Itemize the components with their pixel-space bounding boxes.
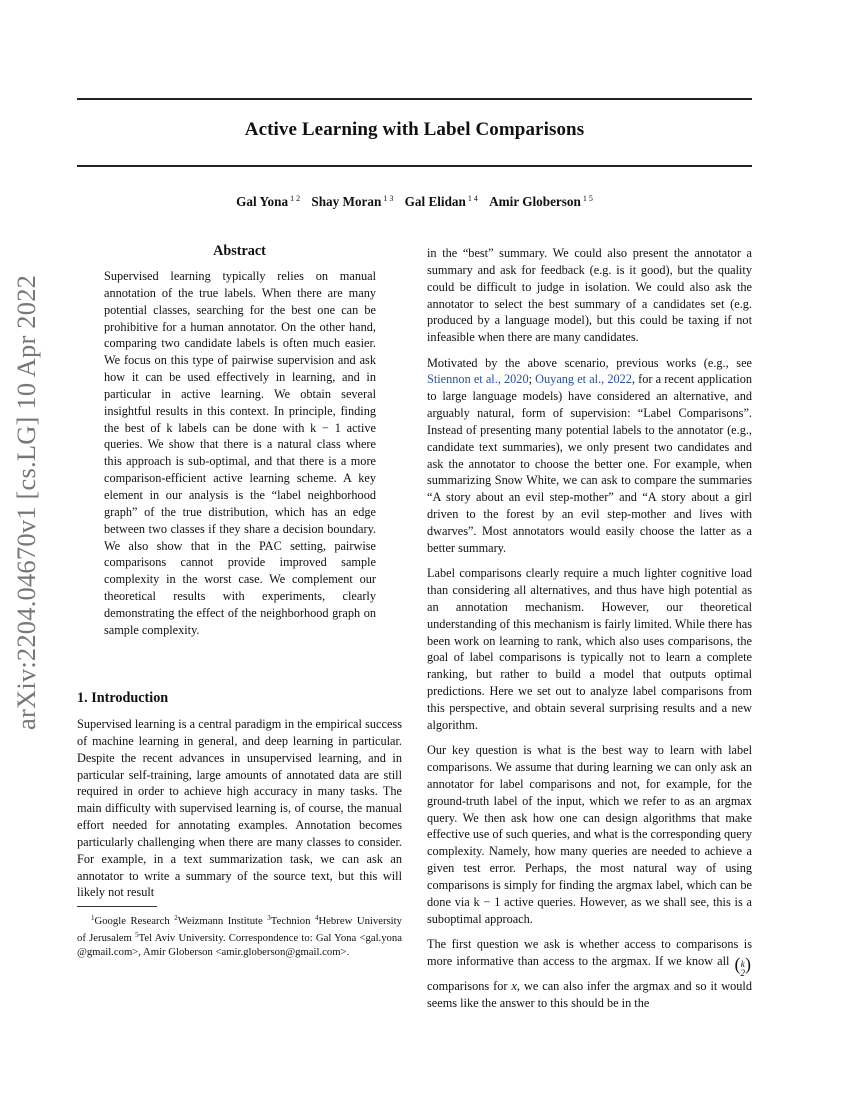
author-1: Gal Yona $^{1 2}$ [236,194,301,209]
footnote-rule [77,906,157,907]
paragraph: in the “best” summary. We could also present the annotator a summary and ask for feedback (e.g. is it good), but the quality could be difficult to judge in isolation. We could also ask the annotator to select the best summary of a candidates set (e.g. produced by a language model), but this could be taxing if not infeasible when there are many candidates. [427,246,752,345]
title-top-rule [77,98,752,100]
introduction-text: Supervised learning is a central paradigm in the empirical success of machine learning in general, and deep learning in particular. Despite the recent advances in unsupervised learning, and in particular self-training, large amounts of annotated data are still required in order to achieve high accuracy in many tasks. The main difficulty with supervised learning is, of course, the manual effort needed for annotating examples. Annotation becomes particularly challenging when there are many classes to consider. For example, in a text summarization task, we can ask an annotator to write a summary of the source text, but this will likely not result [77,717,402,900]
correspondence-text: Correspondence to: Gal Yona <gal.yona @gmail.com>, Amir Globerson <amir.globerson@gmail.com>. [77,932,402,959]
author-2: Shay Moran $^{1 3}$ [311,194,394,209]
paragraph: The first question we ask is whether access to comparisons is more informative than access to the argmax. If we know all (k 2) comparisons for x, we can also infer the argmax and so it would seems like the answer to this should be in the [427,936,752,1010]
paragraph: Motivated by the above scenario, previous works (e.g., see Stiennon et al., 2020; Ouyang et al., 2022, for a recent application to large language models) have considered an alternative, and arguably natural, form of supervision: “Label Comparisons”. Instead of presenting many potential labels to the annotator (e.g., candidate text summaries), we only present two candidates and ask the annotator to choose the better one. For example, when summarizing Snow White, we can ask to compare the summaries “A story about an evil step-mother” and “A story about a girl driven to the forest by an evil step-mother and lives with dwarves”. Most annotators would easily choose the latter as a better summary. [427,355,752,555]
citation-link[interactable]: Ouyang et al., 2022 [535,372,632,387]
paragraph: Our key question is what is the best way to learn with label comparisons. We assume that during learning we can only ask an annotator for label comparisons and not, for example, for the ground-truth label of the input, which we refer to as an argmax query. We then ask how one can design algorithms that make effective use of such queries, and what is the corresponding query complexity. Namely, how many queries are needed to achieve a given test error. Perhaps, the most natural way of using comparisons is simply for finding the argmax label, which can be done via k − 1 active queries. However, as we shall see, this is a suboptimal approach. [427,743,752,926]
introduction-heading: 1. Introduction [77,690,169,706]
abstract-text: Supervised learning typically relies on manual annotation of the true labels. When there are many potential classes, searching for the best one can be prohibitive for a human annotator. On the other hand, comparing two candidate labels is often much easier. We focus on this type of pairwise supervision and ask how it can be used effectively in learning, and in particular in active learning. We obtain several insightful results in this context. In principle, finding the best of k labels can be done with k − 1 active queries. We show that there is a natural class where this approach is sub-optimal, and that there is a more comparison-efficient active learning scheme. A key element in our analysis is the “label neighborhood graph” of the true distribution, which has an edge between two classes if they share a decision boundary. We also show that in the PAC setting, pairwise comparisons cannot provide improved sample complexity in the worst case. We complement our theoretical results with experiments, clearly demonstrating the effect of the neighborhood graph on sample complexity. [104,269,376,637]
author-4: Amir Globerson $^{1 5}$ [489,194,593,209]
author-list [77,194,752,210]
abstract-heading: Abstract [213,243,266,259]
author-3: Gal Elidan $^{1 4}$ [404,194,478,209]
paragraph: Label comparisons clearly require a much lighter cognitive load than considering all alternatives, and thus have high potential as an annotation mechanism. However, our theoretical understanding of this mechanism is fairly limited. While there has been work on learning to rank, which also uses comparisons, the goal of label comparisons is typically not to learn a complete ranking, but rather to build a model that outputs optimal predictions. Here we set out to analyze label comparisons from this perspective, and obtain several surprising results and a new algorithm. [427,566,752,732]
paper-title: Active Learning with Label Comparisons [244,119,585,140]
citation-link[interactable]: Stiennon et al., 2020 [427,372,529,387]
title-bottom-rule [77,165,752,167]
binomial-coefficient: (k 2) [734,953,751,978]
arxiv-side-identifier: arXiv:2204.04670v1 [cs.LG] 10 Apr 2022 [11,274,41,730]
right-column [427,245,752,1020]
affiliations-footnote: $^1$Google Research $^2$Weizmann Institute $^3$Technion $^4$Hebrew University of Jerusalem $^5$Tel Aviv University. Correspondence to: Gal Yona <gal.yona @gmail.com>, Amir Globerson <amir.globerson@gmail.com>. [77,914,402,959]
